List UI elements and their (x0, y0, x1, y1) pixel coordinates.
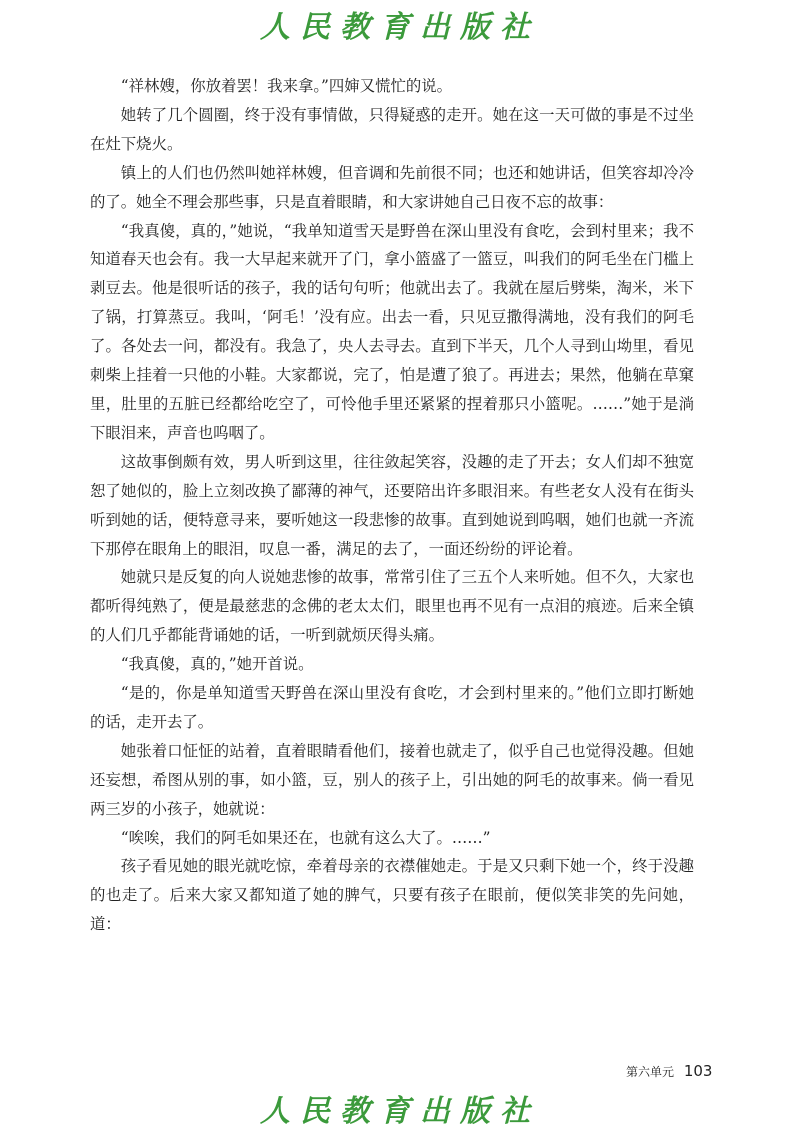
paragraph: 孩子看见她的眼光就吃惊，牵着母亲的衣襟催她走。于是又只剩下她一个，终于没趣的也走了。后来大家又都知道了她的脾气，只要有孩子在眼前，便似笑非笑的先问她，道： (90, 857, 694, 934)
page-footer (626, 1062, 712, 1080)
paragraph: 她转了几个圆圈，终于没有事情做，只得疑惑的走开。她在这一天可做的事是不过坐在灶下烧火。 (90, 105, 694, 153)
article-body (90, 72, 694, 939)
paragraph: “唉唉，我们的阿毛如果还在，也就有这么大了。……” (120, 828, 491, 847)
publisher-watermark-top: 人民教育出版社 (260, 10, 540, 45)
paragraph: “我真傻，真的，”她开首说。 (120, 655, 314, 674)
paragraph: “是的，你是单知道雪天野兽在深山里没有食吃，才会到村里来的。”他们立即打断她的话，走开去了。 (90, 684, 694, 731)
paragraph: 这故事倒颇有效，男人听到这里，往往敛起笑容，没趣的走了开去；女人们却不独宽恕了她似的，脸上立刻改换了鄙薄的神气，还要陪出许多眼泪来。有些老女人没有在街头听到她的话，便特意寻来，要听她这一段悲惨的故事。直到她说到呜咽，她们也就一齐流下那停在眼角上的眼泪，叹息一番，满足的去了，一面还纷纷的评论着。 (90, 452, 694, 558)
paragraph: 镇上的人们也仍然叫她祥林嫂，但音调和先前很不同；也还和她讲话，但笑容却冷冷的了。她全不理会那些事，只是直着眼睛，和大家讲她自己日夜不忘的故事： (90, 163, 694, 211)
unit-label: 第六单元 (626, 1065, 675, 1079)
publisher-watermark-bottom: 人民教育出版社 (260, 1094, 540, 1129)
paragraph: 她张着口怔怔的站着，直着眼睛看他们，接着也就走了，似乎自己也觉得没趣。但她还妄想，希图从别的事，如小篮，豆，别人的孩子上，引出她的阿毛的故事来。倘一看见两三岁的小孩子，她就说： (90, 741, 694, 818)
paragraph: “我真傻，真的，”她说，“我单知道雪天是野兽在深山里没有食吃，会到村里来；我不知道春天也会有。我一大早起来就开了门，拿小篮盛了一篮豆，叫我们的阿毛坐在门槛上剥豆去。他是很听话的孩子，我的话句句听；他就出去了。我就在屋后劈柴，淘米，米下了锅，打算蒸豆。我叫，‘阿毛！’没有应。出去一看，只见豆撒得满地，没有我们的阿毛了。各处去一问，都没有。我急了，央人去寻去。直到下半天，几个人寻到山坳里，看见刺柴上挂着一只他的小鞋。大家都说，完了，怕是遭了狼了。再进去；果然，他躺在草窠里，肚里的五脏已经都给吃空了，可怜他手里还紧紧的捏着那只小篮呢。……”她于是淌下眼泪来，声音也呜咽了。 (90, 221, 694, 442)
paragraph: 她就只是反复的向人说她悲惨的故事，常常引住了三五个人来听她。但不久，大家也都听得纯熟了，便是最慈悲的念佛的老太太们，眼里也再不见有一点泪的痕迹。后来全镇的人们几乎都能背诵她的话，一听到就烦厌得头痛。 (90, 568, 694, 645)
paragraph: “祥林嫂，你放着罢！我来拿。”四婶又慌忙的说。 (120, 77, 453, 95)
page-number: 103 (683, 1062, 713, 1080)
